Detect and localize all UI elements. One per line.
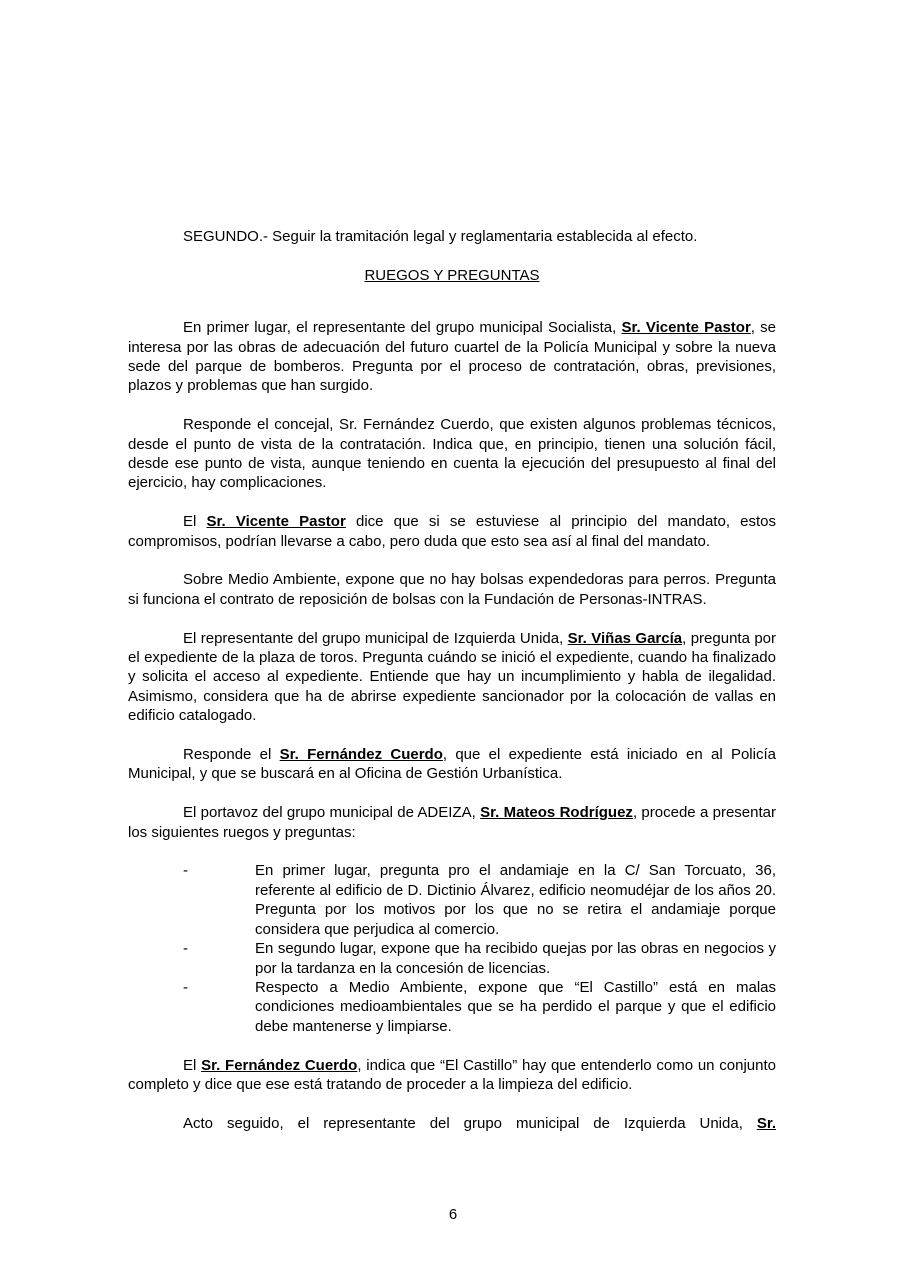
bold-underline-run: Sr. Vicente Pastor [206,513,346,531]
list-dash-marker: - [183,862,188,880]
bold-underline-run: Sr. Fernández Cuerdo [279,746,443,764]
text-run: Responde el concejal, Sr. Fernández Cuerdo, que existen algunos problemas técnicos, desde el punto de vista de la contratación. Indica que, en principio, tienen una solución fácil, desde ese punto de vista, aunque teniendo en cuenta la ejecución del presupuesto al final del ejercicio, hay complicaciones. [128,416,776,492]
text-run: En segundo lugar, expone que ha recibido quejas por las obras en negocios y por la tardanza en la concesión de licencias. [255,940,776,977]
text-run: , pregunta por el expediente de la plaza de toros. Pregunta cuándo se inició el expediente, cuando ha finalizado y solicita el acceso al expediente. Entiende que hay un incumplimiento y habla de ilegalidad. Asimismo, considera que ha de abrirse expediente sancionador por la colocación de vallas en edificio catalogado. [128,629,777,725]
list-dash-marker: - [183,978,188,996]
underline-run: RUEGOS Y PREGUNTAS [364,266,540,284]
text-run: En primer lugar, pregunta pro el andamiaje en la C/ San Torcuato, 36, referente al edificio de D. Dictinio Álvarez, edificio neomudéjar de los años 20. Pregunta por los motivos por los que no se retira el andamiaje porque considera que perjudica al comercio. [255,862,776,938]
document-body [128,227,776,1153]
text-run: En primer lugar, el representante del grupo municipal Socialista, [183,319,622,337]
paragraph [128,570,776,609]
text-run: Sobre Medio Ambiente, expone que no hay bolsas expendedoras para perros. Pregunta si funciona el contrato de reposición de bolsas con la Fundación de Personas-INTRAS. [128,571,776,608]
text-run: , indica que “El Castillo” hay que entenderlo como un conjunto completo y dice que ese está tratando de proceder a la limpieza del edificio. [128,1056,776,1093]
list-dash-marker: - [183,940,188,958]
text-run: , se interesa por las obras de adecuación del futuro cuartel de la Policía Municipal y sobre la nueva sede del parque de bomberos. Pregunta por el proceso de contratación, obras, previsiones, plazos y problemas que han surgido. [128,319,776,395]
paragraph [128,512,776,551]
text-run: Responde el [183,746,280,764]
text-run: SEGUNDO.- Seguir la tramitación legal y reglamentaria establecida al efecto. [183,228,698,245]
text-run: , que el expediente está iniciado en al Policía Municipal, y que se buscará en al Oficina de Gestión Urbanística. [128,746,776,783]
paragraph [128,1114,776,1133]
list-item [128,861,776,939]
bold-underline-run: Sr. Viñas García [567,629,683,647]
paragraph [128,227,776,246]
bold-underline-run: Sr. [756,1114,776,1132]
paragraph [128,318,776,396]
paragraph [128,415,776,493]
text-run: El representante del grupo municipal de Izquierda Unida, [183,629,568,647]
text-run: El [183,513,207,531]
bold-underline-run: Sr. Fernández Cuerdo [201,1056,358,1074]
text-run: El [183,1056,202,1074]
paragraph [128,1056,776,1095]
bold-underline-run: Sr. Mateos Rodríguez [480,804,633,822]
page-number: 6 [448,1206,458,1223]
text-run: , procede a presentar los siguientes ruegos y preguntas: [128,804,776,841]
text-run: El portavoz del grupo municipal de ADEIZA, [183,804,481,822]
text-run: dice que si se estuviese al principio del mandato, estos compromisos, podrían llevarse a cabo, pero duda que esto sea así al final del mandato. [128,513,776,550]
bold-underline-run: Sr. Vicente Pastor [621,319,751,337]
text-run: Respecto a Medio Ambiente, expone que “El Castillo” está en malas condiciones medioambientales que se ha perdido el parque y que el edificio debe mantenerse y limpiarse. [255,978,776,1035]
list-item [128,978,776,1036]
text-run: Acto seguido, el representante del grupo municipal de Izquierda Unida, [183,1114,757,1132]
paragraph [128,803,776,842]
paragraph [128,629,776,726]
list-item [128,939,776,978]
section-heading [128,266,776,285]
paragraph [128,745,776,784]
